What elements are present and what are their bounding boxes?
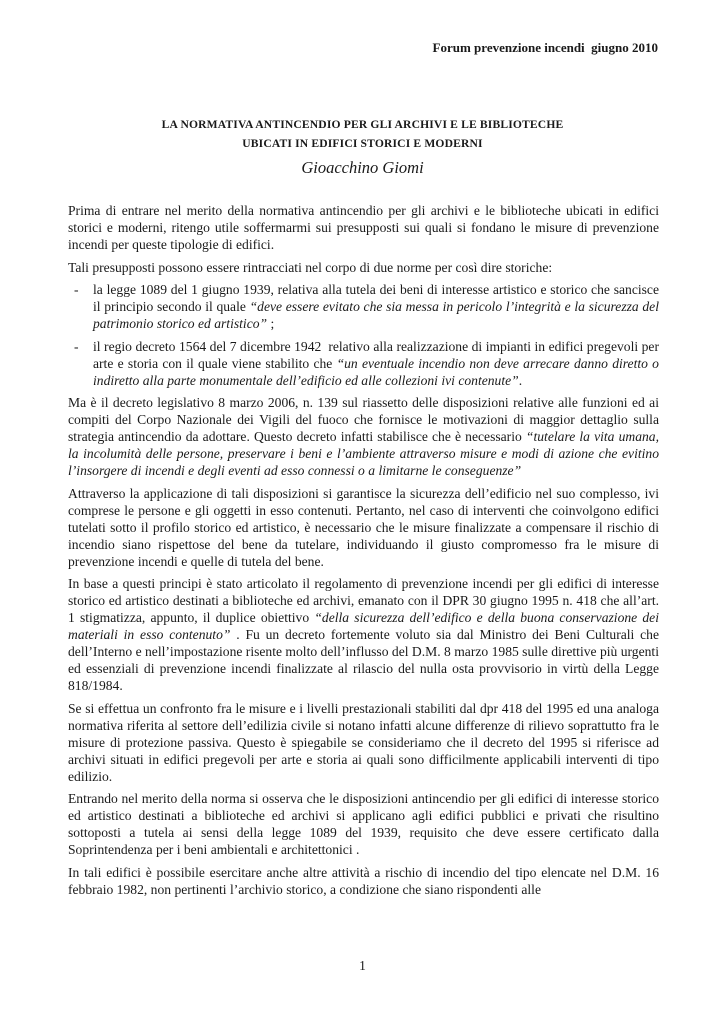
paragraph: [68, 202, 659, 253]
paragraph-text: Tali presupposti possono essere rintracciati nel corpo di due norme per così dire storiche:: [68, 259, 553, 275]
paragraph: [68, 485, 659, 570]
bullet-item: [68, 338, 659, 389]
bullet-text: .: [518, 372, 523, 388]
bullet-item: [68, 281, 659, 332]
bullet-quote-italic: “un eventuale incendio non deve arrecare danno diretto o indiretto alla parte monumentale dell’edificio ed alle collezioni ivi contenute”: [93, 355, 659, 388]
header-text: Forum prevenzione incendi giugno 2010: [432, 40, 658, 55]
bullet-text: ;: [267, 316, 275, 331]
bullet-quote-italic: “deve essere evitato che sia messa in pericolo l’integrità e la sicurezza del patrimonio storico ed artistico”: [93, 299, 659, 331]
paragraph-quote-italic: “tutelare la vita umana, la incolumità delle persone, preservare i beni e l’ambiente attraverso misure e modi di azione che evitino l’insorgere di incendi e degli eventi ad esso connessi o a limitarne le conseguenze”: [68, 429, 659, 478]
document-title-line-1: LA NORMATIVA ANTINCENDIO PER GLI ARCHIVI E LE BIBLIOTECHE: [161, 118, 564, 131]
document-body: [68, 202, 659, 903]
title-block: [0, 116, 725, 178]
paragraph-text: Entrando nel merito della norma si osserva che le disposizioni antincendio per gli edifici di interesse storico ed artistico destinati a biblioteche ed archivi si applicano agli edifici pubblici e privati che risultino sottoposti a tutela ai sensi della legge 1089 del 1939, requisito che deve essere certificato dalla Soprintendenza per i beni ambientali e architettonici .: [68, 791, 659, 857]
paragraph: [68, 700, 659, 785]
bullet-dash-icon: -: [74, 282, 79, 297]
author-name: Gioacchino Giomi: [301, 158, 424, 177]
paragraph-text: In base a questi principi è stato articolato il regolamento di prevenzione incendi per gli edifici di interesse storico ed artistico destinati a biblioteche ed archivi, emanato con il DPR 30 giugno 1995 n. 418 che all’art. 1 stigmatizza, appunto, il duplice obiettivo: [68, 576, 659, 625]
bullet-dash-icon: -: [74, 338, 79, 354]
paragraph-text: Se si effettua un confronto fra le misure e i livelli prestazionali stabiliti dal dpr 418 del 1995 ed una analoga normativa riferita al settore dell’edilizia civile si notano infatti alcune differenze di rilievo soprattutto fra le misure di protezione passiva. Questo è spiegabile se consideriamo che il decreto del 1995 si riferisce ad archivi situati in edifici pregevoli per arte e storia ai quali sono difficilmente applicabili interventi di tipo edilizio.: [68, 700, 659, 784]
paragraph-text: In tali edifici è possibile esercitare anche altre attività a rischio di incendio del tipo elencate nel D.M. 16 febbraio 1982, non pertinenti l’archivio storico, a condizione che siano rispondenti alle: [68, 864, 659, 897]
bullet-text: il regio decreto 1564 del 7 dicembre 1942 relativo alla realizzazione di impianti in edifici pregevoli per arte e storia con il quale viene stabilito che: [93, 338, 659, 371]
document-title-line-2: UBICATI IN EDIFICI STORICI E MODERNI: [242, 136, 483, 150]
paragraph: [68, 790, 659, 858]
paragraph-quote-italic: “della sicurezza dell’edifico e della buona conservazione dei materiali in esso contenuto”: [68, 610, 659, 642]
paragraph: [68, 259, 659, 276]
paragraph-text: . Fu un decreto fortemente voluto sia dal Ministro dei Beni Culturali che dell’Interno e nell’impostazione risente molto dell’influsso del D.M. 8 marzo 1985 sulle direttive più urgenti ed essenziali di prevenzione incendi finalizzate al rilascio del nulla osta provvisorio in virtù della Legge 818/1984.: [68, 627, 659, 693]
paragraph-text: Attraverso la applicazione di tali disposizioni si garantisce la sicurezza dell’edificio nel suo complesso, ivi comprese le persone e gli oggetti in esso contenuti. Pertanto, nel caso di interventi che coinvolgono edifici tutelati sotto il profilo storico ed artistico, è necessario che le misure finalizzate a compensare il rischio di incendio siano rispettose del bene da tutelare, individuando il giusto compromesso fra le misure di prevenzione incendi e quelle di tutela del bene.: [68, 485, 659, 569]
page-header: [433, 40, 658, 56]
bullet-text: la legge 1089 del 1 giugno 1939, relativa alla tutela dei beni di interesse artistico e storico che sancisce il principio secondo il quale: [93, 282, 659, 314]
page-number: 1: [359, 958, 366, 973]
paragraph-text: Prima di entrare nel merito della normativa antincendio per gli archivi e le biblioteche ubicati in edifici storici e moderni, ritengo utile soffermarmi sui presupposti sui quali si fondano le misure di prevenzione incendi per queste tipologie di edifici.: [68, 203, 659, 252]
paragraph: [68, 394, 659, 479]
paragraph: [68, 864, 659, 898]
paragraph-text: Ma è il decreto legislativo 8 marzo 2006, n. 139 sul riassetto delle disposizioni relative alle funzioni ed ai compiti del Corpo Nazionale dei Vigili del fuoco che fornisce le motivazioni di maggior dettaglio sulla strategia antincendio da adottare. Questo decreto infatti stabilisce che è necessario: [68, 395, 659, 444]
paragraph: [68, 575, 659, 694]
